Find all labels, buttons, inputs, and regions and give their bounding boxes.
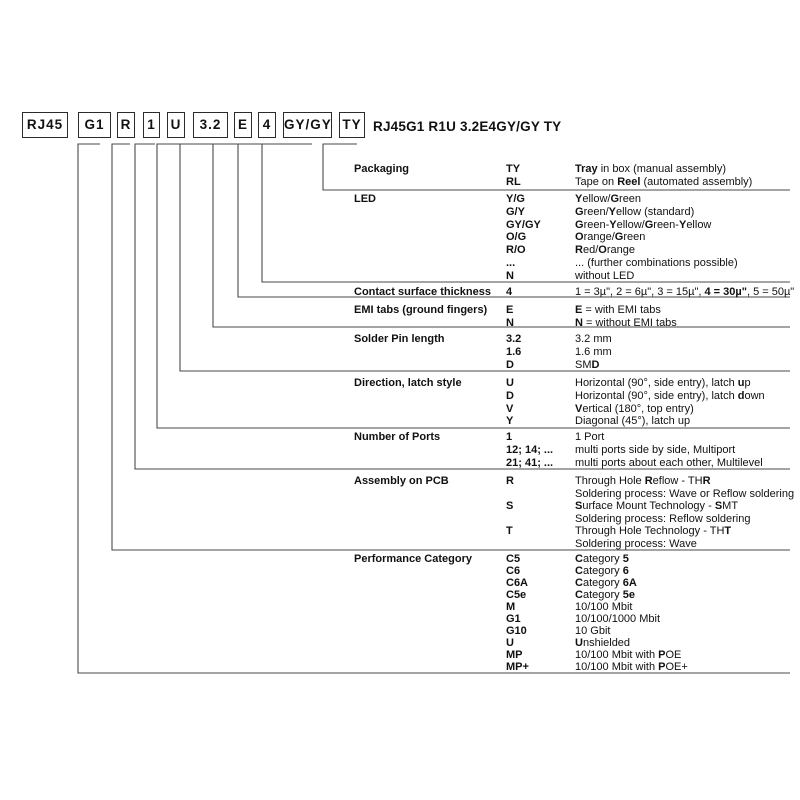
option-description: 10 Gbit: [575, 625, 611, 637]
part-segment-box: 3.2: [193, 112, 228, 138]
option-code: MP+: [506, 661, 529, 673]
option-code: 1: [506, 431, 513, 443]
option-code: T: [506, 525, 513, 537]
section-label: Direction, latch style: [354, 377, 462, 389]
option-description: Category 5: [575, 553, 629, 565]
option-description: 1.6 mm: [575, 346, 612, 358]
option-description: 10/100 Mbit: [575, 601, 633, 613]
option-code: C6A: [506, 577, 529, 589]
option-code: O/G: [506, 231, 527, 243]
option-code: MP: [506, 649, 523, 661]
part-segment-box: R: [117, 112, 135, 138]
option-description: Tape on Reel (automated assembly): [575, 176, 753, 188]
option-code: N: [506, 317, 514, 329]
option-code: E: [506, 304, 514, 316]
option-description: 3.2 mm: [575, 333, 612, 345]
option-description: Orange/Green: [575, 231, 646, 243]
option-description: 10/100/1000 Mbit: [575, 613, 661, 625]
option-description: Category 6A: [575, 577, 637, 589]
part-segment-box: G1: [78, 112, 111, 138]
option-description: Category 5e: [575, 589, 635, 601]
option-description: Vertical (180°, top entry): [575, 403, 694, 415]
option-description: 1 = 3µ", 2 = 6µ", 3 = 15µ", 4 = 30µ", 5 = 50µ": [575, 286, 795, 298]
option-code: 12; 14; ...: [506, 444, 554, 456]
section-label: EMI tabs (ground fingers): [354, 304, 488, 316]
part-segment-box: 1: [143, 112, 160, 138]
option-code: M: [506, 601, 516, 613]
option-code: TY: [506, 163, 521, 175]
option-code: V: [506, 403, 514, 415]
option-description: ... (further combinations possible): [575, 257, 738, 269]
option-code: S: [506, 500, 514, 512]
option-description: 10/100 Mbit with POE: [575, 649, 682, 661]
option-code: R/O: [506, 244, 526, 256]
option-description: Green/Yellow (standard): [575, 206, 695, 218]
option-code: N: [506, 270, 514, 282]
option-description: 10/100 Mbit with POE+: [575, 661, 688, 673]
part-segment-box: GY/GY: [283, 112, 332, 138]
part-segment-box: 4: [258, 112, 276, 138]
part-segment-box: RJ45: [22, 112, 68, 138]
option-code: C5: [506, 553, 521, 565]
option-description: Horizontal (90°, side entry), latch up: [575, 377, 751, 389]
option-code: D: [506, 359, 514, 371]
option-code: Y: [506, 415, 514, 427]
option-code: G1: [506, 613, 521, 625]
part-segment-box: E: [234, 112, 252, 138]
option-code: GY/GY: [506, 219, 541, 231]
section-label: LED: [354, 193, 376, 205]
option-code: R: [506, 475, 514, 487]
option-code: 1.6: [506, 346, 522, 358]
option-code: C6: [506, 565, 521, 577]
option-description: Through Hole Reflow - THR: [575, 475, 711, 487]
option-code: U: [506, 377, 514, 389]
option-code: Y/G: [506, 193, 525, 205]
option-description: Horizontal (90°, side entry), latch down: [575, 390, 765, 402]
option-description: SMD: [575, 359, 600, 371]
option-code: C5e: [506, 589, 527, 601]
option-description: without LED: [575, 270, 635, 282]
option-description: Through Hole Technology - THT: [575, 525, 732, 537]
part-segment-box: U: [167, 112, 185, 138]
option-description: Surface Mount Technology - SMT: [575, 500, 739, 512]
section-label: Solder Pin length: [354, 333, 445, 345]
section-label: Number of Ports: [354, 431, 441, 443]
option-code: D: [506, 390, 514, 402]
option-description: Tray in box (manual assembly): [575, 163, 727, 175]
option-code: RL: [506, 176, 521, 188]
option-description: 1 Port: [575, 431, 605, 443]
section-label: Performance Category: [354, 553, 472, 565]
option-description: Soldering process: Wave or Reflow soldering: [575, 488, 795, 500]
option-code: U: [506, 637, 514, 649]
option-description: N = without EMI tabs: [575, 317, 677, 329]
option-description: multi ports about each other, Multilevel: [575, 457, 763, 469]
option-code: G10: [506, 625, 527, 637]
option-description: Green-Yellow/Green-Yellow: [575, 219, 712, 231]
option-code: ...: [506, 257, 516, 269]
option-code: 4: [506, 286, 513, 298]
option-description: Yellow/Green: [575, 193, 642, 205]
option-code: 3.2: [506, 333, 522, 345]
option-description: multi ports side by side, Multiport: [575, 444, 736, 456]
option-description: Diagonal (45°), latch up: [575, 415, 691, 427]
section-label: Contact surface thickness: [354, 286, 491, 298]
section-label: Packaging: [354, 163, 410, 175]
part-segment-box: TY: [339, 112, 365, 138]
option-description: Soldering process: Wave: [575, 538, 697, 550]
option-code: 21; 41; ...: [506, 457, 554, 469]
option-description: Soldering process: Reflow soldering: [575, 513, 751, 525]
part-code-text: RJ45G1 R1U 3.2E4GY/GY TY: [373, 119, 562, 134]
option-description: Unshielded: [575, 637, 631, 649]
option-description: Red/Orange: [575, 244, 635, 256]
option-code: G/Y: [506, 206, 525, 218]
section-label: Assembly on PCB: [354, 475, 449, 487]
option-description: Category 6: [575, 565, 629, 577]
option-description: E = with EMI tabs: [575, 304, 661, 316]
